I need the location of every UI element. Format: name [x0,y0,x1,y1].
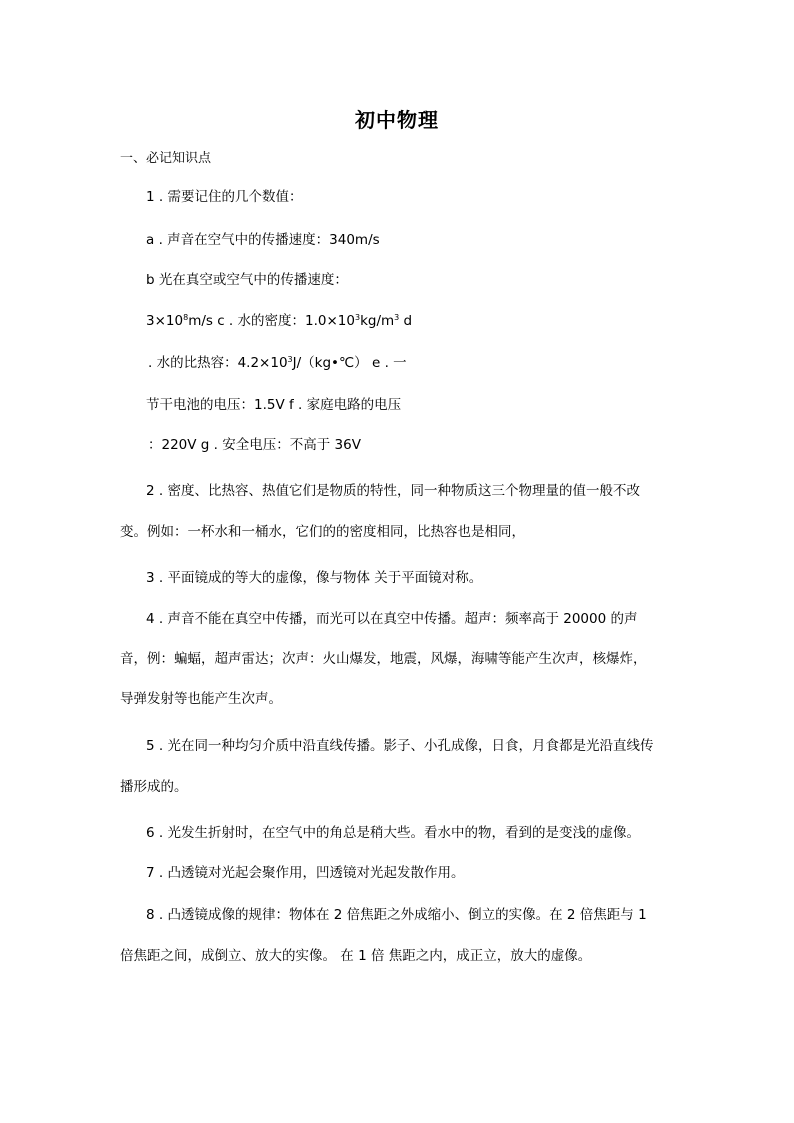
item-1-line-4 [148,354,407,372]
text-fragment: kg/m [360,313,395,329]
item-4-line-2: 音，例：蝙蝠，超声雷达；次声：火山爆发，地震，风爆，海啸等能产生次声，核爆炸， [120,651,647,667]
item-7-line-1: 7 . 凸透镜对光起会聚作用，凹透镜对光起发散作用。 [146,865,465,881]
item-8-line-1: 8 . 凸透镜成像的规律：物体在 2 倍焦距之外成缩小、倒立的实像。在 2 倍焦距与 1 [146,907,647,923]
text-fragment: 3×10 [146,313,184,329]
text-fragment: m/s c . 水的密度：1.0×10 [188,313,355,329]
text-fragment: d [399,313,413,329]
superscript: 3 [354,313,361,322]
item-4-line-1: 4 . 声音不能在真空中传播，而光可以在真空中传播。超声：频率高于 20000 的声 [146,611,638,627]
item-1-a: a . 声音在空气中的传播速度：340m/s [146,232,380,248]
item-5-line-1: 5 . 光在同一种均匀介质中沿直线传播。影子、小孔成像，日食，月食都是光沿直线传 [146,738,654,754]
item-1-heading: 1 . 需要记住的几个数值： [146,189,303,205]
section-heading: 一、必记知识点 [120,151,212,166]
item-2-line-1: 2 . 密度、比热容、热值它们是物质的特性，同一种物质这三个物理量的值一般不改 [146,483,640,499]
item-1-line-6: ：220V g . 安全电压：不高于 36V [148,437,361,453]
item-4-line-3: 导弹发射等也能产生次声。 [120,691,282,707]
page-title: 初中物理 [355,108,439,132]
item-1-line-5: 节干电池的电压：1.5V f . 家庭电路的电压 [146,397,402,413]
item-3-line-1: 3 . 平面镜成的等大的虚像，像与物体 关于平面镜对称。 [146,570,483,586]
item-6-line-1: 6 . 光发生折射时，在空气中的角总是稍大些。看水中的物，看到的是变浅的虚像。 [146,825,640,841]
item-2-line-2: 变。例如：一杯水和一桶水，它们的的密度相同，比热容也是相同， [120,524,525,540]
text-fragment: . 水的比热容：4.2×10 [148,355,288,371]
superscript: 8 [183,313,189,322]
item-5-line-2: 播形成的。 [120,779,188,795]
item-1-line-3 [146,312,412,330]
item-1-b: b 光在真空或空气中的传播速度： [146,272,348,288]
superscript: 3 [394,313,400,322]
superscript: 3 [287,355,293,364]
item-8-line-2: 倍焦距之间，成倒立、放大的实像。 在 1 倍 焦距之内，成正立，放大的虚像。 [120,948,592,964]
text-fragment: J/（kg•℃） e . 一 [292,355,407,371]
